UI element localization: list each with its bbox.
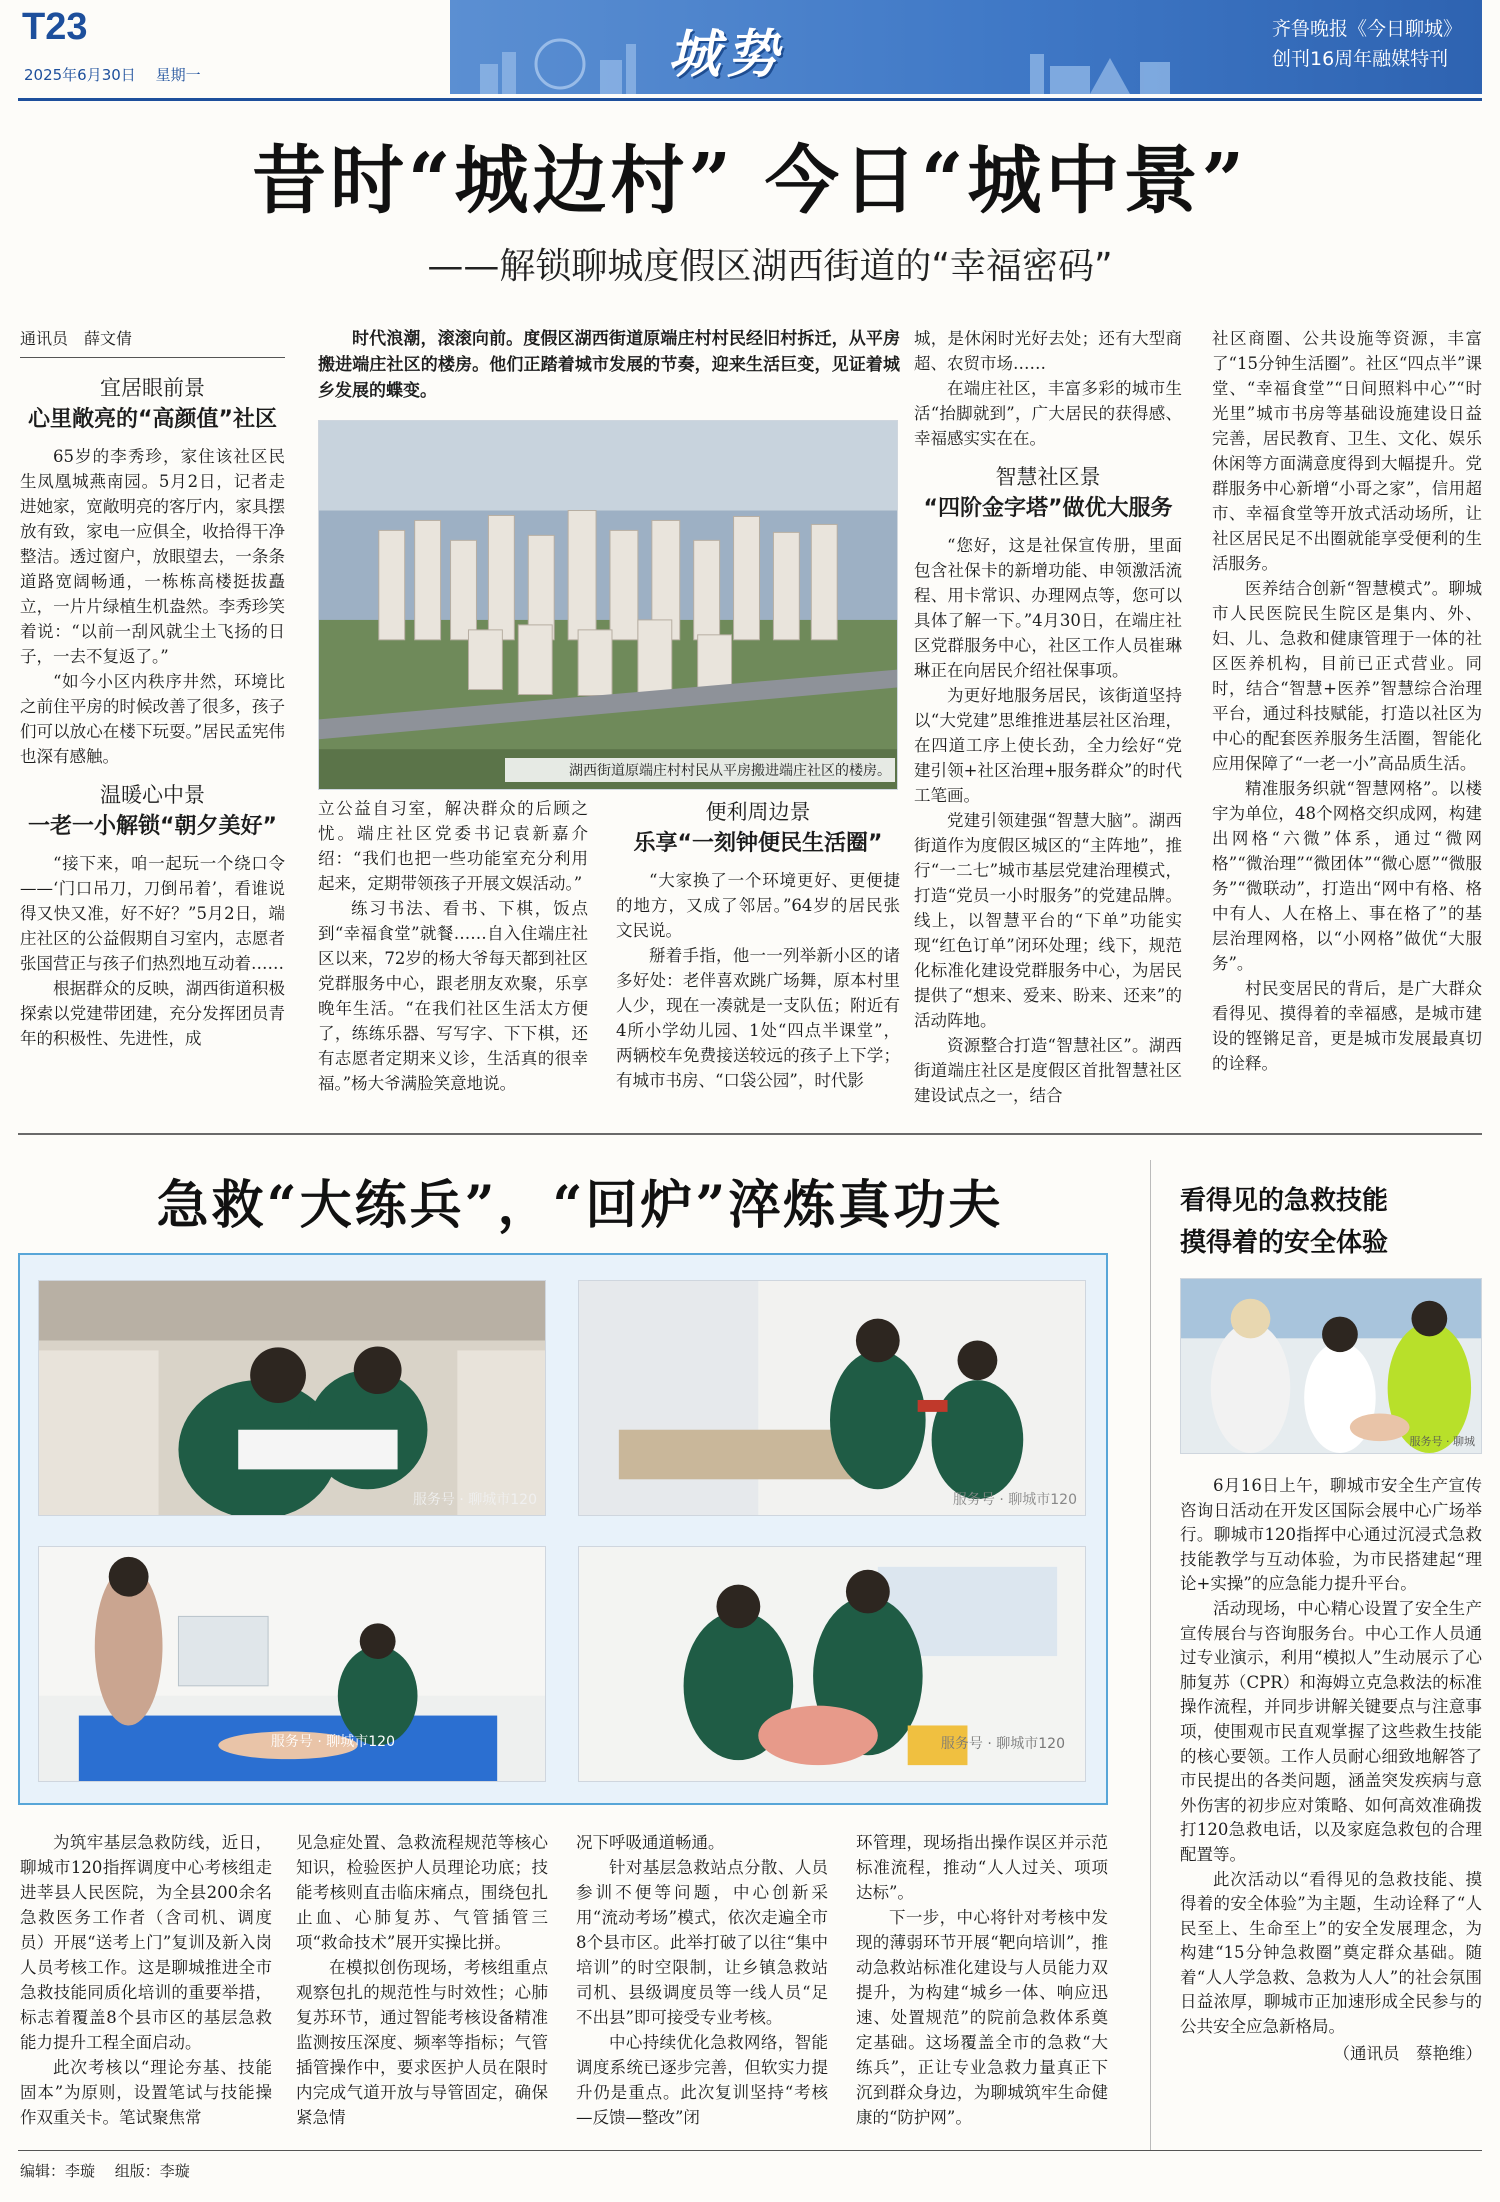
paragraph: 下一步，中心将针对考核中发现的薄弱环节开展“靶向培训”，推动急救站标准化建设与人员能力双提升，为构建“城乡一体、响应迅速、处置规范”的院前急救体系奠定基础。这场覆盖全市的急救“大练兵”，正让专业急救力量真正下沉到群众身边，为聊城筑牢生命健康的“防护网”。 — [856, 1908, 1108, 2127]
paragraph: 立公益自习室，解决群众的后顾之忧。端庄社区党委书记袁新嘉介绍：“我们也把一些功能室充分利用起来，定期带领孩子开展文娱活动。” — [318, 799, 588, 893]
training-photo-4 — [578, 1546, 1086, 1782]
paragraph: “您好，这是社保宣传册，里面包含社保卡的新增功能、申领激活流程、用卡常识、办理网点等，您可以具体了解一下。”4月30日，在端庄社区党群服务中心，社区工作人员崔琳琳正在向居民介绍社保事项。 — [914, 536, 1182, 680]
paragraph: 在端庄社区，丰富多彩的城市生活“抬脚就到”，广大居民的获得感、幸福感实实在在。 — [914, 379, 1182, 448]
paragraph: 中心持续优化急救网络，智能调度系统已逐步完善，但软实力提升仍是重点。此次复训坚持“考核—反馈—整改”闭 — [576, 2033, 828, 2127]
training-photo-3 — [38, 1546, 546, 1782]
aerial-photo — [318, 420, 898, 790]
footer-rule — [18, 2150, 1482, 2151]
banner-note-line1: 齐鲁晚报《今日聊城》 — [1271, 18, 1462, 40]
paragraph: 党建引领建强“智慧大脑”。湖西街道作为度假区城区的“主阵地”，推行“一二七”城市基层党建治理模式，打造“党员一小时服务”的党建品牌。线上，以智慧平台的“下单”功能实现“红色订单”闭环处理；线下，规范化标准化建设党群服务中心，为居民提供了“想来、爱来、盼来、还来”的活动阵地。 — [914, 811, 1182, 1030]
paragraph: 此次活动以“看得见的急救技能、摸得着的安全体验”为主题，生动诠释了“人民至上、生命至上”的安全发展理念，为构建“15分钟急救圈”奠定群众基础。随着“人人学急救、急救为人人”的社会氛围日益浓厚，聊城市正加速形成全民参与的公共安全应急新格局。 — [1180, 1869, 1482, 2037]
article2-column-1 — [20, 1830, 272, 2130]
article2-column-2 — [296, 1830, 548, 2130]
banner-note — [1272, 14, 1462, 74]
layout-credit: 组版：李璇 — [114, 2162, 190, 2180]
article1-column-5 — [1212, 326, 1482, 1076]
page-footer — [20, 2160, 190, 2181]
photo-watermark: 服务号 · 聊城市120 — [952, 1492, 1077, 1508]
article1-column-4 — [914, 326, 1182, 1108]
training-photo-2 — [578, 1280, 1086, 1516]
article2-column-3 — [576, 1830, 828, 2130]
paragraph: “接下来，咱一起玩一个绕口令——‘门口吊刀，刀倒吊着’，看谁说得又快又准，好不好？”5月2日，端庄社区的公益假期自习室内，志愿者张国营正与孩子们热烈地互动着…… — [20, 854, 285, 973]
paragraph: 针对基层急救站点分散、人员参训不便等问题，中心创新采用“流动考场”模式，依次走遍全市8个县市区。此举打破了以往“集中培训”的时空限制，让乡镇急救站司机、县级调度员等一线人员“足不出县”即可接受专业考核。 — [576, 1858, 828, 2027]
section2-title: 一老一小解锁“朝夕美好” — [28, 814, 277, 839]
paragraph: “大家换了一个环境更好、更便捷的地方，又成了邻居。”64岁的居民张文民说。 — [616, 871, 900, 940]
banner-note-line2: 创刊16周年融媒特刊 — [1271, 48, 1449, 70]
section4-kicker: 智慧社区景 — [995, 465, 1101, 489]
article1-column-3 — [616, 796, 900, 1093]
editor-credit: 编辑：李璇 — [20, 2162, 96, 2180]
weekday-text: 星期一 — [155, 66, 201, 84]
main-subhead: ——解锁聊城度假区湖西街道的“幸福密码” — [427, 246, 1113, 287]
article1-lead — [318, 326, 900, 414]
paragraph: 资源整合打造“智慧社区”。湖西街道端庄社区是度假区首批智慧社区建设试点之一，结合 — [914, 1036, 1182, 1105]
paragraph: 环管理，现场指出操作误区并示范标准流程，推动“人人过关、项项达标”。 — [856, 1833, 1108, 1902]
section3-kicker: 便利周边景 — [705, 800, 811, 824]
paragraph: 况下呼吸通道畅通。 — [576, 1833, 725, 1852]
paragraph: 社区商圈、公共设施等资源，丰富了“15分钟生活圈”。社区“四点半”课堂、“幸福食堂”“日间照料中心”“时光里”城市书房等基础设施建设日益完善，居民教育、卫生、文化、娱乐休闲等方面满意度得到大幅提升。党群服务中心新增“小哥之家”，信用超市、幸福食堂等开放式活动场所，让社区居民足不出圈就能享受便利的生活服务。 — [1212, 329, 1482, 573]
photo-watermark: 服务号 · 聊城 — [1409, 1435, 1475, 1448]
lead-paragraph: 时代浪潮，滚滚向前。度假区湖西街道原端庄村村民经旧村拆迁，从平房搬进端庄社区的楼房。他们正踏着城市发展的节奏，迎来生活巨变，见证着城乡发展的蝶变。 — [318, 329, 900, 401]
article1-column-2 — [318, 796, 588, 1096]
section1-title: 心里敞亮的“高颜值”社区 — [28, 407, 277, 432]
paragraph: 见急症处置、急救流程规范等核心知识，检验医护人员理论功底；技能考核则直击临床痛点，围绕包扎止血、心肺复苏、气管插管三项“救命技术”展开实操比拼。 — [296, 1833, 548, 1952]
paragraph: 6月16日上午，聊城市安全生产宣传咨询日活动在开发区国际会展中心广场举行。聊城市120指挥中心通过沉浸式急救技能教学与互动体验，为市民搭建起“理论+实操”的应急能力提升平台。 — [1180, 1476, 1482, 1594]
top-rule — [18, 98, 1482, 101]
paragraph: 此次考核以“理论夯基、技能固本”为原则，设置笔试与技能操作双重关卡。笔试聚焦常 — [20, 2058, 272, 2127]
paragraph: 65岁的李秀珍，家住该社区民生凤凰城燕南园。5月2日，记者走进她家，宽敞明亮的客厅内，家具摆放有致，家电一应俱全，收拾得干净整洁。透过窗户，放眼望去，一条条道路宽阔畅通，一栋栋高楼挺拔矗立，一片片绿植生机盎然。李秀珍笑着说：“以前一刮风就尘土飞扬的日子，一去不复返了。” — [20, 447, 285, 666]
section1-kicker: 宜居眼前景 — [100, 376, 205, 400]
paragraph: 练习书法、看书、下棋，饭点到“幸福食堂”就餐……自入住端庄社区以来，72岁的杨大爷每天都到社区党群服务中心，跟老朋友欢聚，乐享晚年生活。“在我们社区生活太方便了，练练乐器、写写字、下下棋，还有志愿者定期来义诊，生活真的很幸福。”杨大爷满脸笑意地说。 — [318, 899, 588, 1093]
paragraph: 医养结合创新“智慧模式”。聊城市人民医院民生院区是集内、外、妇、儿、急救和健康管理于一体的社区医养机构，目前已正式营业。同时，结合“智慧+医养”智慧综合治理平台，通过科技赋能，打造以社区为中心的配套医养服务生活圈，智能化应用保障了“一老一小”高品质生活。 — [1212, 579, 1482, 773]
section-title: 城势 — [668, 25, 785, 85]
date-text: 2025年6月30日 — [24, 66, 136, 84]
byline: 通讯员 薛文倩 — [20, 326, 285, 358]
paragraph: 为更好地服务居民，该街道坚持以“大党建”思维推进基层社区治理，在四道工序上使长劲，全力绘好“党建引领+社区治理+服务群众”的时代工笔画。 — [914, 686, 1182, 805]
page-number: T23 — [22, 6, 88, 48]
article3-byline: （通讯员 蔡艳维） — [1333, 2043, 1482, 2063]
paragraph: 精准服务织就“智慧网格”。以楼宇为单位，48个网格交织成网，构建出网格“六微”体系，通过“微网格”“微治理”“微团体”“微心愿”“微服务”“微联动”，打造出“网中有格、格中有人、人在格上、事在格了”的基层治理网格，以“小网格”做优“大服务”。 — [1212, 779, 1482, 973]
article3-headline-line1: 看得见的急救技能 — [1180, 1186, 1389, 1216]
training-photo-1 — [38, 1280, 546, 1516]
paragraph: 根据群众的反映，湖西街道积极探索以党建带团建，充分发挥团员青年的积极性、先进性，成 — [20, 979, 285, 1048]
main-headline: 昔时“城边村” 今日“城中景” — [251, 138, 1249, 224]
aerial-photo-caption: 湖西街道原端庄村村民从平房搬进端庄社区的楼房。 — [505, 758, 895, 782]
paragraph: 城，是休闲时光好去处；还有大型商超、农贸市场…… — [914, 329, 1182, 373]
paragraph: 活动现场，中心精心设置了安全生产宣传展台与咨询服务台。中心工作人员通过专业演示，利用“模拟人”生动展示了心肺复苏（CPR）和海姆立克急救法的标准操作流程，并同步讲解关键要点与注意事项，使围观市民直观掌握了这些救生技能的核心要领。工作人员耐心细致地解答了市民提出的各类问题，涵盖突发疾病与意外伤害的初步应对策略、如何高效准确拨打120急救电话，以及家庭急救包的合理配置等。 — [1180, 1598, 1482, 1864]
sidebar-divider — [1150, 1160, 1151, 2150]
photo-watermark: 服务号 · 聊城市120 — [270, 1734, 395, 1750]
paragraph: “如今小区内秩序井然，环境比之前住平房的时候改善了很多，孩子们可以放心在楼下玩耍。”居民孟宪伟也深有感触。 — [20, 672, 285, 766]
article3-headline-line2: 摸得着的安全体验 — [1180, 1228, 1389, 1258]
page-date — [24, 64, 201, 85]
section3-title: 乐享“一刻钟便民生活圈” — [633, 831, 883, 856]
article2-column-4 — [856, 1830, 1108, 2130]
article3-body — [1180, 1474, 1482, 2066]
photo-watermark: 服务号 · 聊城市120 — [412, 1492, 537, 1508]
section-divider — [18, 1133, 1482, 1135]
photo-watermark: 服务号 · 聊城市120 — [940, 1736, 1065, 1752]
section2-kicker: 温暖心中景 — [100, 783, 205, 807]
section-banner — [450, 0, 1482, 94]
paragraph: 为筑牢基层急救防线，近日，聊城市120指挥调度中心考核组走进莘县人民医院，为全县200余名急救医务工作者（含司机、调度员）开展“送考上门”复训及新入岗人员考核工作。这是聊城推进全市急救技能同质化培训的重要举措，标志着覆盖8个县市区的基层急救能力提升工程全面启动。 — [20, 1833, 272, 2052]
section4-title: “四阶金字塔”做优大服务 — [923, 496, 1173, 521]
article3-headline — [1180, 1180, 1480, 1264]
masthead — [18, 0, 1482, 97]
paragraph: 在模拟创伤现场，考核组重点观察包扎的规范性与时效性；心肺复苏环节，通过智能考核设备精准监测按压深度、频率等指标；气管插管操作中，要求医护人员在限时内完成气道开放与导管固定，确保紧急情 — [296, 1958, 548, 2127]
paragraph: 村民变居民的背后，是广大群众看得见、摸得着的幸福感，是城市建设的铿锵足音，更是城市发展最真切的诠释。 — [1212, 979, 1482, 1073]
article1-column-1 — [20, 326, 285, 1051]
article2-headline: 急救“大练兵”，“回炉”淬炼真功夫 — [156, 1175, 1004, 1236]
paragraph: 掰着手指，他一一列举新小区的诸多好处：老伴喜欢跳广场舞，原本村里人少，现在一凑就是一支队伍；附近有4所小学幼儿园、1处“四点半课堂”，两辆校车免费接送较远的孩子上下学；有城市书房、“口袋公园”，时代影 — [616, 946, 900, 1090]
first-aid-event-photo — [1180, 1278, 1482, 1454]
